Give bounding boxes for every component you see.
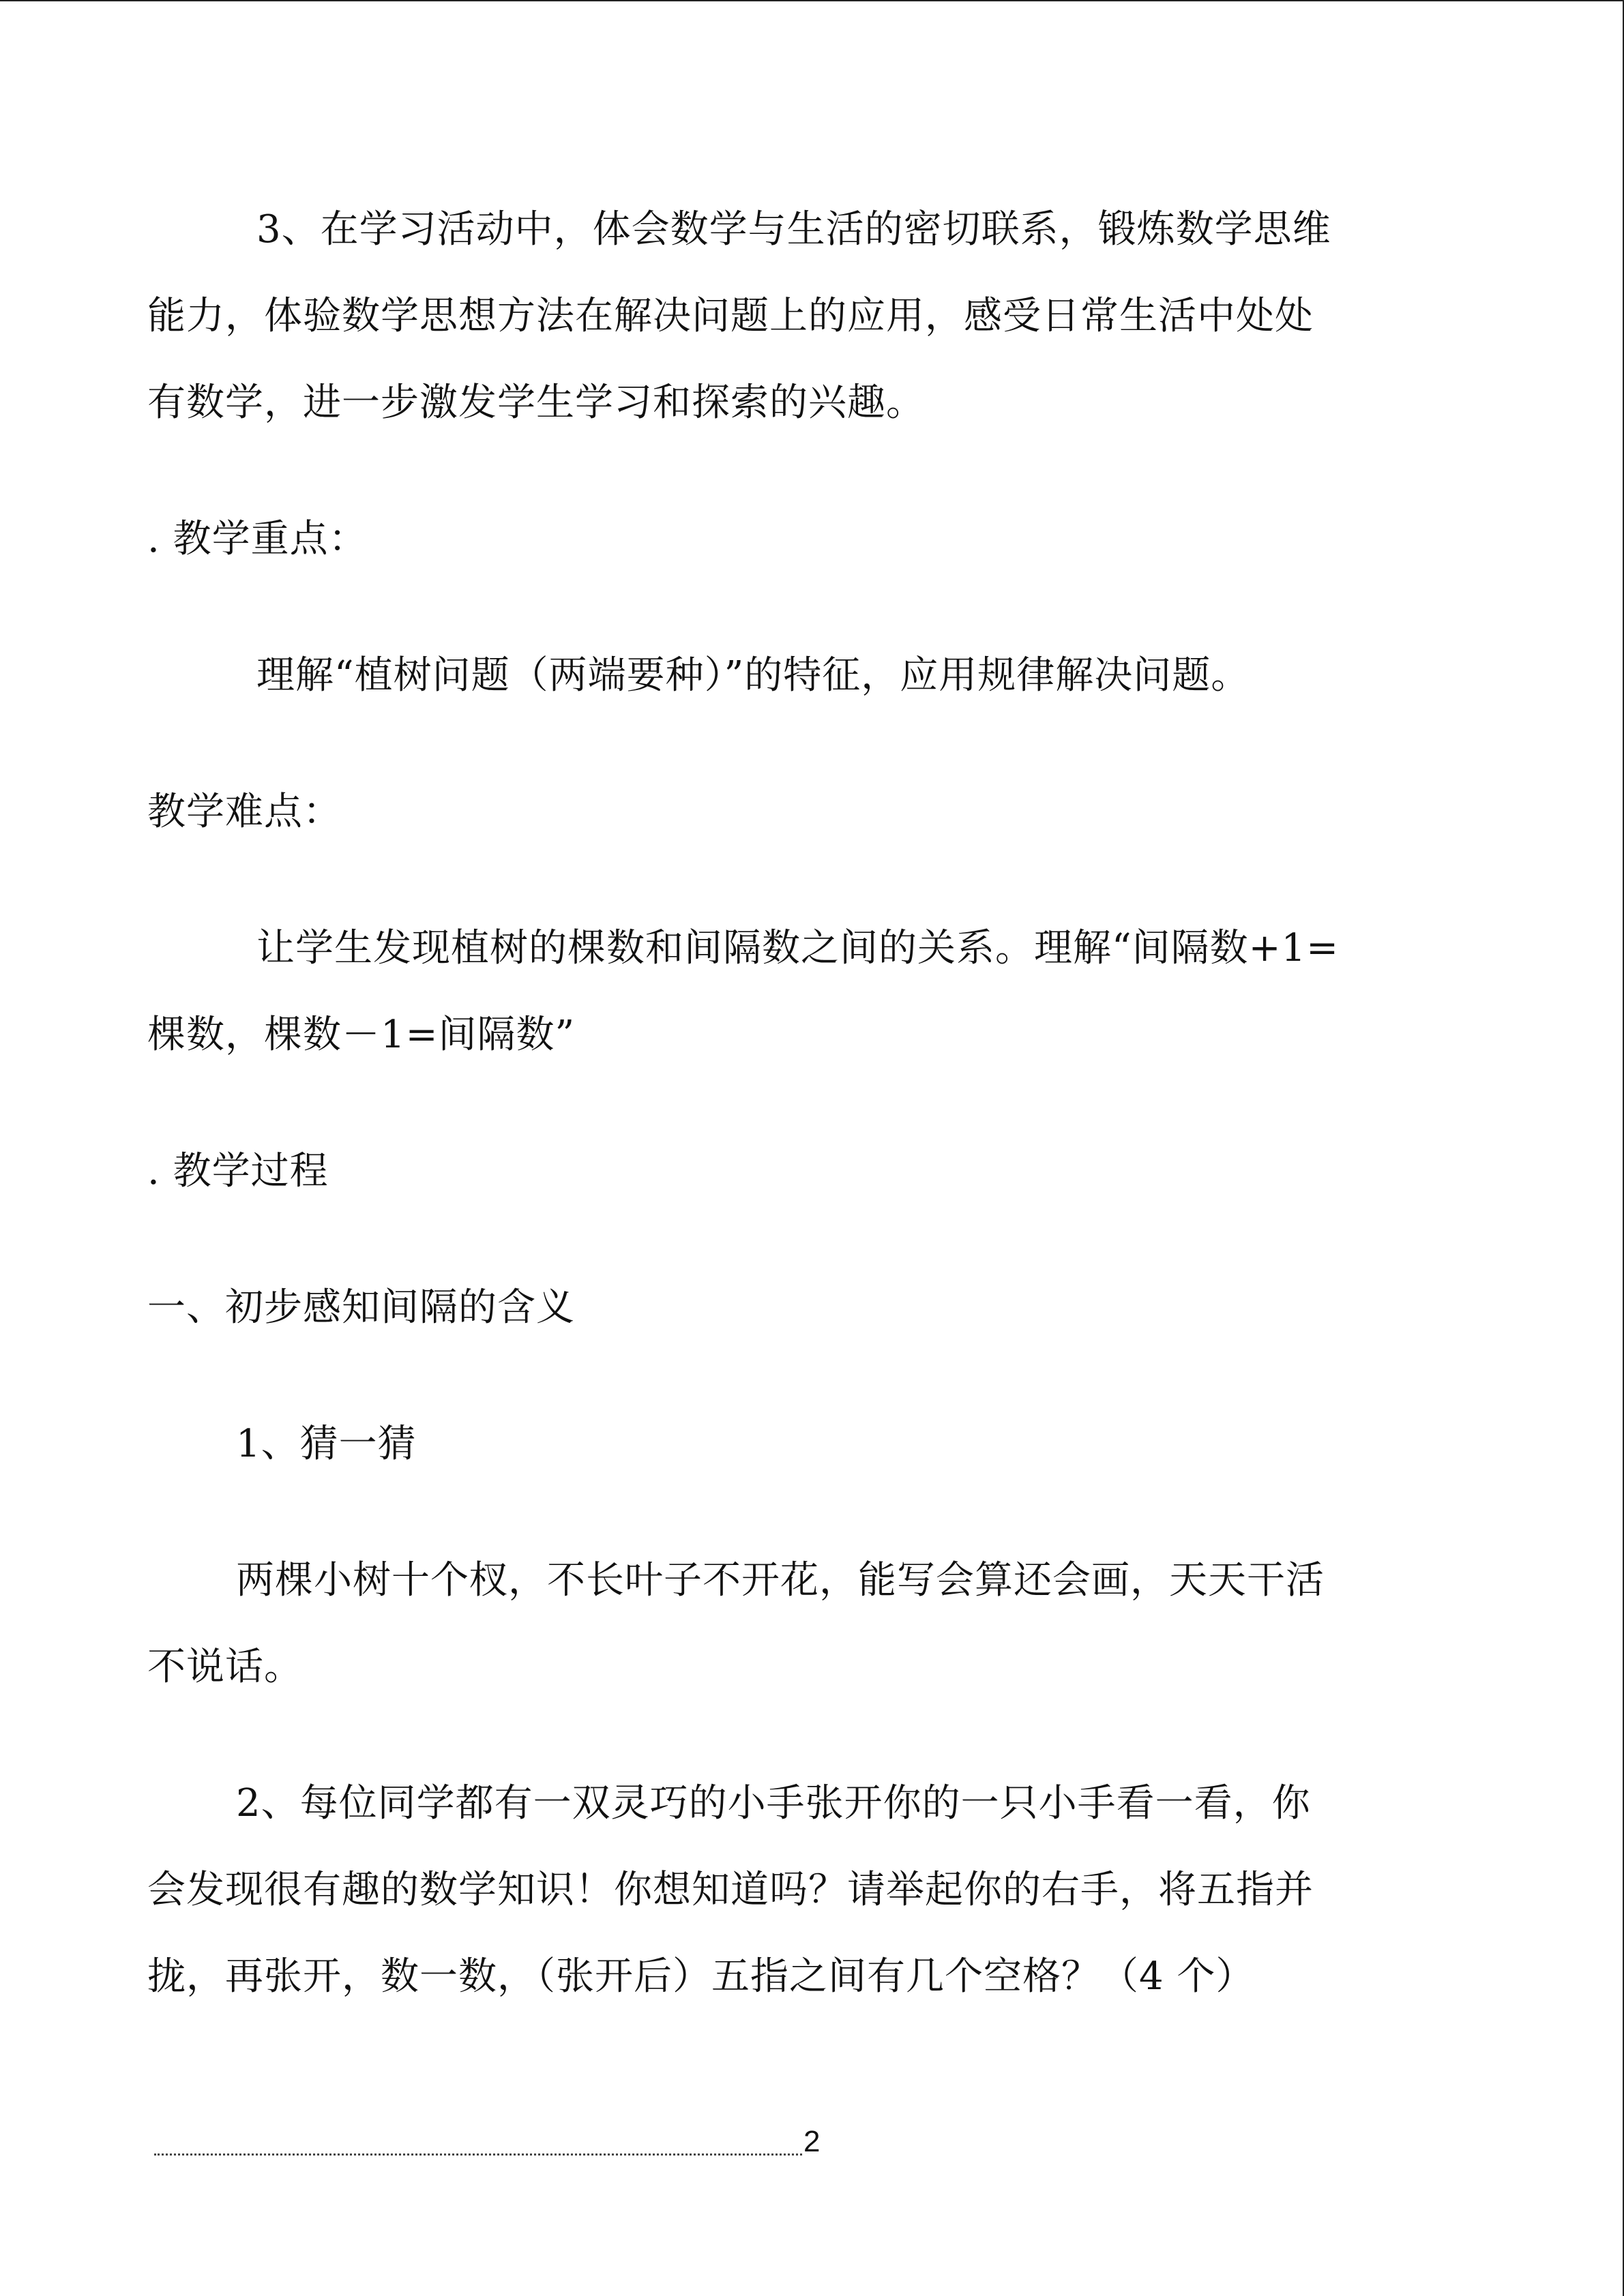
paragraph-line: 有数学，进一步激发学生学习和探索的兴趣。: [147, 381, 925, 425]
paragraph-line: 理解“植树问题（两端要种）”的特征，应用规律解决问题。: [256, 653, 1250, 698]
page-footer: [154, 2125, 821, 2158]
section-heading: . 教学重点：: [147, 517, 368, 561]
paragraph-line: 棵数，棵数－1=间隔数”: [147, 1013, 576, 1057]
paragraph-line: 2、每位同学都有一双灵巧的小手张开你的一只小手看一看，你: [236, 1781, 1311, 1825]
section-heading: 教学难点：: [147, 790, 342, 834]
section-heading: 一、初步感知间隔的含义: [147, 1285, 575, 1330]
section-heading: . 教学过程: [147, 1149, 329, 1193]
paragraph-line: 拢，再张开，数一数，（张开后）五指之间有几个空格？（4 个）: [147, 1954, 1255, 1999]
page-number: 2: [803, 2125, 821, 2158]
paragraph-line: 3、在学习活动中，体会数学与生活的密切联系，锻炼数学思维: [256, 207, 1331, 252]
footer-dotted-leader: [154, 2153, 802, 2156]
paragraph-line: 两棵小树十个杈，不长叶子不开花，能写会算还会画，天天干活: [236, 1558, 1325, 1602]
subsection-heading: 1、猜一猜: [236, 1422, 417, 1466]
paragraph-line: 让学生发现植树的棵数和间隔数之间的关系。理解“间隔数+1=: [256, 926, 1340, 970]
paragraph-line: 能力，体验数学思想方法在解决问题上的应用，感受日常生活中处处: [147, 294, 1314, 338]
paragraph-line: 不说话。: [147, 1645, 303, 1689]
paragraph-line: 会发现很有趣的数学知识！你想知道吗？请举起你的右手，将五指并: [147, 1868, 1314, 1912]
